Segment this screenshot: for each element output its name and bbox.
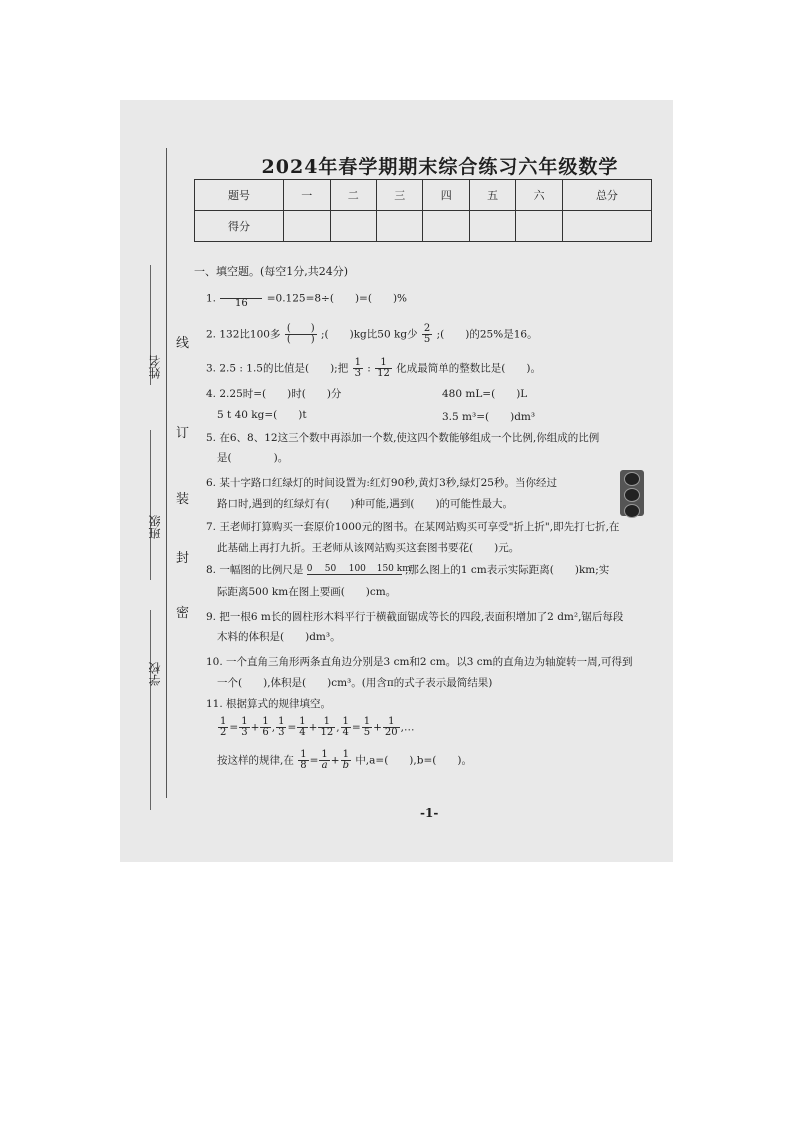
fraction: $\frac{1}{3}$ xyxy=(354,357,361,379)
question-text: 化成最简单的整数比是( )。 xyxy=(396,362,541,375)
question-text: 中,a=( ),b=( )。 xyxy=(355,754,472,767)
question-text: 王老师打算购买一套原价1000元的图书。在某网站购买可享受"折上折",即先打七折,在 xyxy=(219,521,620,533)
school-label: 学校 xyxy=(148,662,162,686)
question-text: ,那么图上的1 cm表示实际距离( )km;实 xyxy=(405,564,610,576)
question-5 xyxy=(206,431,599,445)
score-cell xyxy=(562,211,651,242)
class-label: 班级 xyxy=(148,515,162,539)
score-row-label: 得分 xyxy=(195,211,284,242)
question-9-line-2: 木料的体积是( )dm³。 xyxy=(217,631,341,643)
question-number: 4. xyxy=(206,388,217,400)
question-3 xyxy=(206,358,541,379)
question-10 xyxy=(206,655,632,669)
question-text: 一个直角三角形两条直角边分别是3 cm和2 cm。以3 cm的直角边为轴旋转一周,可得到 xyxy=(226,656,633,668)
question-number: 3. xyxy=(206,362,217,375)
question-text: ;( )的25%是16。 xyxy=(436,328,538,341)
fraction: $\frac{1}{12}$ xyxy=(377,357,390,379)
fraction: 16 xyxy=(220,288,262,309)
question-11-pattern: $\frac{1}{2}$ = $\frac{1}{3}$ + $\frac{1}{6}$ , $\frac{1}{3}$ = $\frac{1}{4}$ + $\frac{1}{12}$ , $\frac{1}{4}$ = $\frac{1}{5}$ + $\frac{1}{20}$ ,… xyxy=(220,716,415,738)
score-header-cell: 四 xyxy=(423,180,469,211)
question-number: 5. xyxy=(206,432,217,444)
question-6 xyxy=(206,476,557,490)
score-table-score-row xyxy=(195,211,652,242)
seal-char: 密 xyxy=(176,606,190,621)
question-text: 在6、8、12这三个数中再添加一个数,使这四个数能够组成一个比例,你组成的比例 xyxy=(219,432,600,444)
question-5-line-2: 是( )。 xyxy=(217,452,289,464)
question-number: 8. xyxy=(206,564,217,576)
question-4-right-1: 480 mL=( )L xyxy=(442,388,528,400)
question-text: 把一根6 m长的圆柱形木料平行于横截面锯成等长的四段,表面积增加了2 dm²,锯后每段 xyxy=(219,611,624,623)
score-header-cell: 总分 xyxy=(562,180,651,211)
question-number: 11. xyxy=(206,698,223,710)
score-header-cell: 一 xyxy=(284,180,330,211)
question-text: 根据算式的规律填空。 xyxy=(226,698,332,710)
score-cell xyxy=(469,211,515,242)
seal-char: 装 xyxy=(176,492,190,507)
question-number: 2. xyxy=(206,328,217,341)
score-header-cell: 题号 xyxy=(195,180,284,211)
question-9 xyxy=(206,610,623,624)
scale-bar xyxy=(306,564,411,576)
question-8 xyxy=(206,563,609,577)
score-cell xyxy=(516,211,562,242)
page-title: 2024年春学期期末综合练习六年级数学 xyxy=(261,156,619,178)
question-number: 10. xyxy=(206,656,223,668)
question-number: 9. xyxy=(206,611,217,623)
seal-char: 线 xyxy=(176,336,190,351)
seal-char: 订 xyxy=(176,426,190,441)
question-text: 2.5 : 1.5的比值是( );把 xyxy=(219,362,349,375)
scanned-page xyxy=(120,100,673,862)
score-cell xyxy=(284,211,330,242)
question-text: =0.125=8÷( )=( )% xyxy=(266,292,408,305)
binding-line xyxy=(166,148,167,798)
score-table xyxy=(194,179,652,242)
question-text: 132比100多 xyxy=(219,328,281,341)
scale-tick-label: 0 xyxy=(306,564,313,574)
question-text: 2.25时=( )时( )分 xyxy=(219,388,342,400)
score-header-cell: 二 xyxy=(330,180,376,211)
class-underline xyxy=(150,430,151,580)
question-11 xyxy=(206,697,331,711)
question-number: 1. xyxy=(206,292,217,305)
page-number: -1- xyxy=(420,806,439,820)
score-header-cell: 五 xyxy=(469,180,515,211)
question-4-line-2: 5 t 40 kg=( )t xyxy=(217,409,307,421)
fraction: $\frac{2}{5}$ xyxy=(423,323,431,345)
school-underline xyxy=(150,610,151,810)
score-header-cell: 三 xyxy=(377,180,423,211)
question-10-line-2: 一个( ),体积是( )cm³。(用含π的式子表示最简结果) xyxy=(217,677,493,689)
scale-tick-label: 50 xyxy=(324,564,337,574)
scale-tick-label: 150 km xyxy=(376,564,411,574)
fraction-blank: $\frac{( )}{( )}$ xyxy=(286,323,315,345)
question-number: 6. xyxy=(206,477,217,489)
question-4-right-2: 3.5 m³=( )dm³ xyxy=(442,411,536,423)
name-label: 姓名 xyxy=(148,355,162,379)
question-number: 7. xyxy=(206,521,217,533)
score-cell xyxy=(330,211,376,242)
question-7 xyxy=(206,520,619,534)
question-text: ;( )kg比50 kg少 xyxy=(320,328,418,341)
score-table-header-row xyxy=(195,180,652,211)
question-4 xyxy=(206,387,341,401)
question-text: 按这样的规律,在 xyxy=(217,754,294,767)
question-2 xyxy=(206,324,538,345)
question-11-line-3: 按这样的规律,在 $\frac{1}{8}$ = $\frac{1}{a}$ + $\frac{1}{b}$ 中,a=( ),b=( )。 xyxy=(217,749,472,771)
exam-sheet xyxy=(120,100,673,862)
score-cell xyxy=(377,211,423,242)
scale-tick-label: 100 xyxy=(348,564,366,574)
seal-char: 封 xyxy=(176,551,190,566)
question-6-line-2: 路口时,遇到的红绿灯有( )种可能,遇到( )的可能性最大。 xyxy=(217,498,514,510)
question-8-line-2: 际距离500 km在图上要画( )cm。 xyxy=(217,586,397,598)
question-1 xyxy=(206,288,407,309)
score-header-cell: 六 xyxy=(516,180,562,211)
question-text: 某十字路口红绿灯的时间设置为:红灯90秒,黄灯3秒,绿灯25秒。当你经过 xyxy=(219,477,557,489)
section-heading: 一、填空题。(每空1分,共24分) xyxy=(194,265,349,278)
question-text: 一幅图的比例尺是 xyxy=(219,564,304,576)
score-cell xyxy=(423,211,469,242)
traffic-light-icon xyxy=(620,470,644,516)
ratio-colon: : xyxy=(367,362,371,375)
question-7-line-2: 此基础上再打九折。王老师从该网站购买这套图书要花( )元。 xyxy=(217,542,520,554)
